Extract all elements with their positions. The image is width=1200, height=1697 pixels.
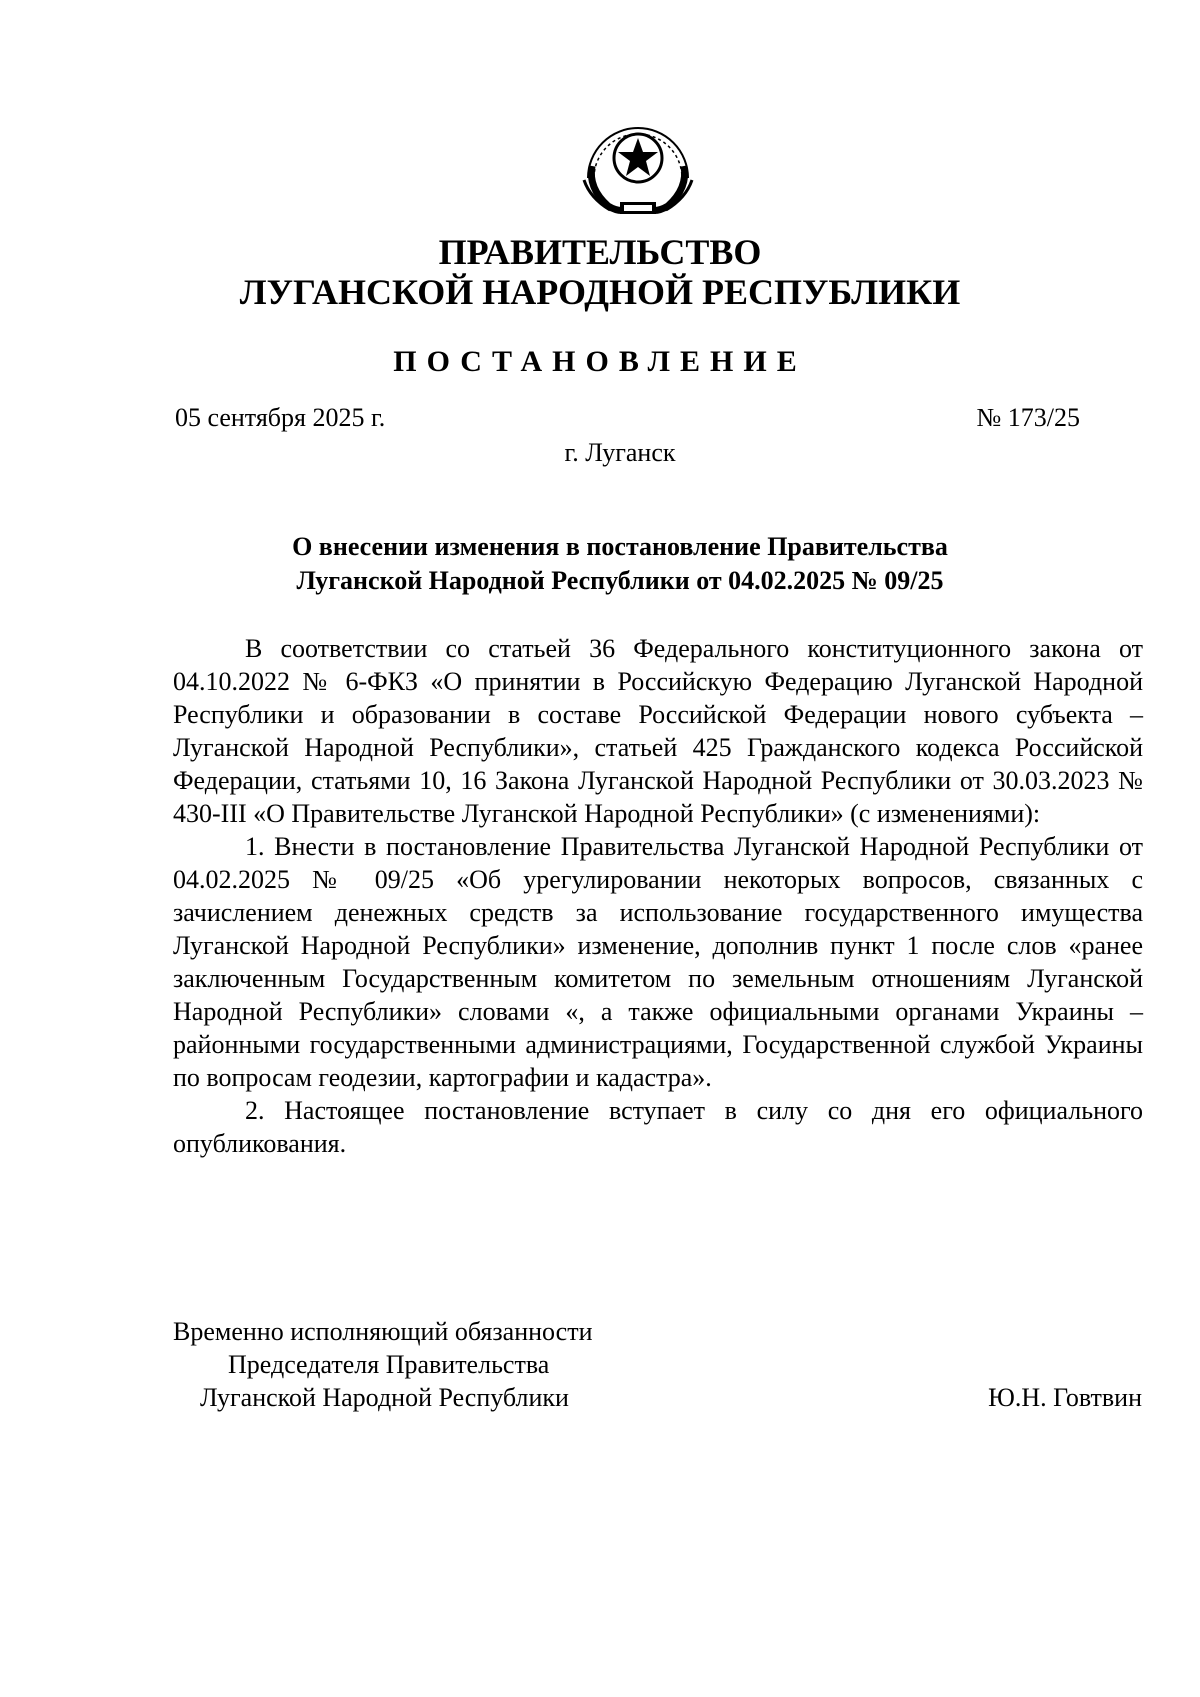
government-title-line1: ПРАВИТЕЛЬСТВО xyxy=(438,232,762,272)
document-number: № 173/25 xyxy=(976,403,1080,432)
government-title-line2: ЛУГАНСКОЙ НАРОДНОЙ РЕСПУБЛИКИ xyxy=(239,272,961,312)
coat-of-arms-icon xyxy=(570,118,706,218)
subject-line1: О внесении изменения в постановление Правительства xyxy=(292,532,948,561)
signatory-position-line2: Председателя Правительства xyxy=(228,1350,550,1379)
item-2-paragraph: 2. Настоящее постановление вступает в силу со дня его официального опубликования. xyxy=(173,1096,1143,1158)
signatory-position-line1: Временно исполняющий обязанности xyxy=(173,1317,593,1346)
document-date: 05 сентября 2025 г. xyxy=(175,403,386,432)
signatory-position-line3: Луганской Народной Республики xyxy=(200,1383,569,1412)
document-subject xyxy=(0,530,1200,598)
subject-line2: Луганской Народной Республики от 04.02.2025 № 09/25 xyxy=(296,566,944,595)
document-type: ПОСТАНОВЛЕНИЕ xyxy=(393,345,807,378)
document-body xyxy=(173,632,1143,1160)
item-1-paragraph: 1. Внести в постановление Правительства Луганской Народной Республики от 04.02.2025 № 09/25 «Об урегулировании некоторых вопросов, связанных с зачислением денежных средств за использование государственного имущества Луганской Народной Республики» изменение, дополнив пункт 1 после слов «ранее заключенным Государственным комитетом по земельным отношениям Луганской Народной Республики» словами «, а также официальными органами Украины – районными государственными администрациями, Государственной службой Украины по вопросам геодезии, картографии и кадастра». xyxy=(173,832,1143,1092)
preamble-paragraph: В соответствии со статьей 36 Федерального конституционного закона от 04.10.2022 № 6-ФКЗ «О принятии в Российскую Федерацию Луганской Народной Республики и образовании в составе Российской Федерации нового субъекта – Луганской Народной Республики», статьей 425 Гражданского кодекса Российской Федерации, статьями 10, 16 Закона Луганской Народной Республики от 30.03.2023 № 430-III «О Правительстве Луганской Народной Республики» (с изменениями): xyxy=(173,634,1143,828)
signatory-name: Ю.Н. Говтвин xyxy=(988,1383,1142,1412)
document-city: г. Луганск xyxy=(564,438,676,467)
